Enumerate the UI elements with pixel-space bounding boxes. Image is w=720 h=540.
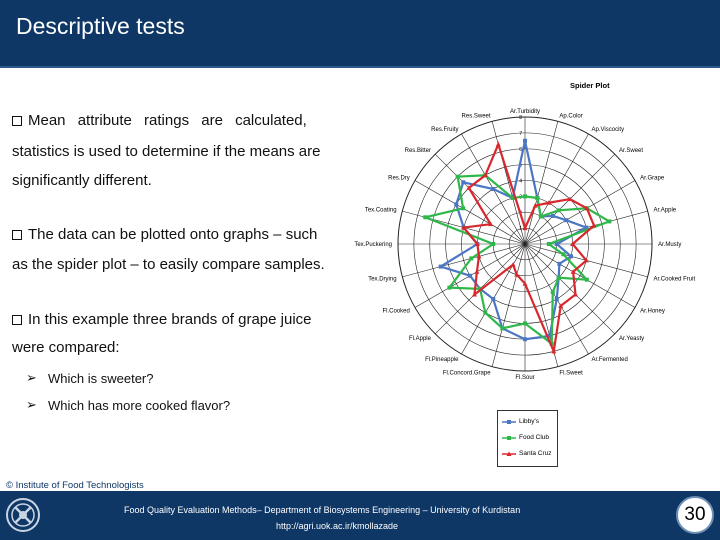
tick-label: 2 xyxy=(519,210,522,217)
bullet-3-text: In this example three brands of grape juice xyxy=(28,311,312,328)
axis-label: Ar.Turbidity xyxy=(509,109,541,115)
bullet-2 xyxy=(12,226,317,243)
bullet-1-text: Mean attribute ratings are calculated, xyxy=(28,112,307,129)
axis-label: Ar.Honey xyxy=(640,308,665,315)
bullet-2-text: The data can be plotted onto graphs – such xyxy=(28,226,318,243)
series-point xyxy=(496,142,501,147)
tick-label: 8 xyxy=(519,115,522,121)
footer-bar xyxy=(0,491,720,540)
series-point xyxy=(551,214,555,218)
series-point xyxy=(468,274,472,278)
footer-url[interactable]: http://agri.uok.ac.ir/kmollazade xyxy=(276,521,399,531)
page-number: 30 xyxy=(684,504,706,525)
footer-department: Food Quality Evaluation Methods– Department of Biosystems Engineering – University of Kurdistan xyxy=(124,505,521,515)
series-point xyxy=(607,219,611,223)
tick-label: 4 xyxy=(519,178,522,185)
axis-label: Ap.Viscocity xyxy=(591,126,625,133)
series-point xyxy=(523,194,527,198)
series-point xyxy=(547,242,551,246)
axis-label: Ar.Cooked Fruit xyxy=(653,276,696,283)
series-point xyxy=(535,196,539,200)
series-point xyxy=(483,311,487,315)
square-bullet-icon xyxy=(12,230,22,240)
tick-label: 5 xyxy=(519,162,522,169)
series-point xyxy=(469,256,473,260)
sub-bullet-1: Which is sweeter? xyxy=(48,371,154,386)
series-point xyxy=(551,290,555,294)
series-point xyxy=(557,208,561,212)
square-bullet-icon xyxy=(12,116,22,126)
university-logo-icon xyxy=(5,497,41,533)
series-point xyxy=(539,215,543,219)
bullet-1-cont: statistics is used to determine if the means are xyxy=(12,143,321,160)
legend-marker-food-club xyxy=(507,436,511,440)
axis-label: Res.Fruity xyxy=(431,126,459,133)
series-point xyxy=(561,252,565,256)
axis-label: Ar.Sweet xyxy=(619,147,644,154)
series-point xyxy=(523,321,527,325)
chart-legend xyxy=(497,410,558,467)
series-point xyxy=(456,175,460,179)
tick-label: 3 xyxy=(519,194,522,201)
page-number-badge xyxy=(676,496,714,534)
bullet-3-cont: were compared: xyxy=(12,339,120,356)
axis-label: Res.Bitter xyxy=(404,147,431,154)
axis-label: Fl.Concord.Grape xyxy=(442,370,491,377)
bullet-1-cont2: significantly different. xyxy=(12,172,152,189)
series-point xyxy=(511,262,516,267)
bullet-2-cont: as the spider plot – to easily compare samples. xyxy=(12,256,325,273)
tick-label: 7 xyxy=(519,130,522,137)
series-point xyxy=(439,265,443,269)
axis-label: Ap.Color xyxy=(559,113,583,120)
series-point xyxy=(500,326,504,330)
grid-spoke xyxy=(402,244,525,277)
series-point xyxy=(423,215,427,219)
series-point xyxy=(555,297,559,301)
bullet-1 xyxy=(12,112,307,129)
axis-label: Res.Sweet xyxy=(461,113,491,120)
grid-spoke xyxy=(525,181,635,245)
legend-label-food-club: Food Club xyxy=(519,434,549,441)
series-point xyxy=(447,286,451,290)
axis-label: Ar.Grape xyxy=(640,175,665,182)
grid-spoke xyxy=(525,121,558,244)
axis-label: Fl.Sweet xyxy=(559,370,583,377)
axis-label: Fl.Sour xyxy=(515,375,535,381)
arrow-bullet-icon: ➢ xyxy=(26,370,37,385)
title-bar xyxy=(0,0,720,68)
axis-label: Ar.Musty xyxy=(658,242,682,248)
series-point xyxy=(461,206,465,210)
copyright-text: © Institute of Food Technologists xyxy=(6,480,144,491)
legend-label-libbys: Libby's xyxy=(519,418,540,425)
series-point xyxy=(569,254,573,258)
tick-label: 1 xyxy=(519,226,522,233)
series-point xyxy=(454,202,458,206)
square-bullet-icon xyxy=(12,315,22,325)
series-point xyxy=(523,139,527,143)
series-point xyxy=(491,297,495,301)
legend-label-santa-cruz: Santa Cruz xyxy=(519,450,552,457)
arrow-bullet-icon: ➢ xyxy=(26,397,37,412)
bullet-3 xyxy=(12,311,312,328)
series-line xyxy=(441,141,587,339)
series-point xyxy=(461,180,465,184)
series-point xyxy=(523,337,527,341)
slide-title: Descriptive tests xyxy=(16,13,185,39)
axis-label: Tex.Drying xyxy=(368,276,397,283)
series-point xyxy=(585,278,589,282)
axis-label: Tex.Puckering xyxy=(354,242,392,248)
series-point xyxy=(564,218,568,222)
series-point xyxy=(557,262,561,266)
axis-label: Fl.Apple xyxy=(408,336,431,343)
legend-marker-libbys xyxy=(507,420,511,424)
grid-spoke xyxy=(492,244,525,367)
axis-label: Ar.Yeasty xyxy=(619,336,645,343)
series-point xyxy=(474,269,479,274)
axis-label: Ar.Fermented xyxy=(591,357,628,364)
chart-title: Spider Plot xyxy=(570,81,610,90)
series-point xyxy=(491,242,495,246)
axis-label: Ar.Apple xyxy=(653,207,677,214)
sub-bullet-2: Which has more cooked flavor? xyxy=(48,398,231,413)
tick-label: 6 xyxy=(519,146,522,153)
series-point xyxy=(491,187,495,191)
series-point xyxy=(557,276,561,280)
axis-label: Res.Dry xyxy=(388,175,410,182)
axis-label: Tex.Coating xyxy=(364,207,397,214)
axis-label: Fl.Cooked xyxy=(382,308,410,315)
axis-label: Fl.Pineapple xyxy=(425,357,459,364)
